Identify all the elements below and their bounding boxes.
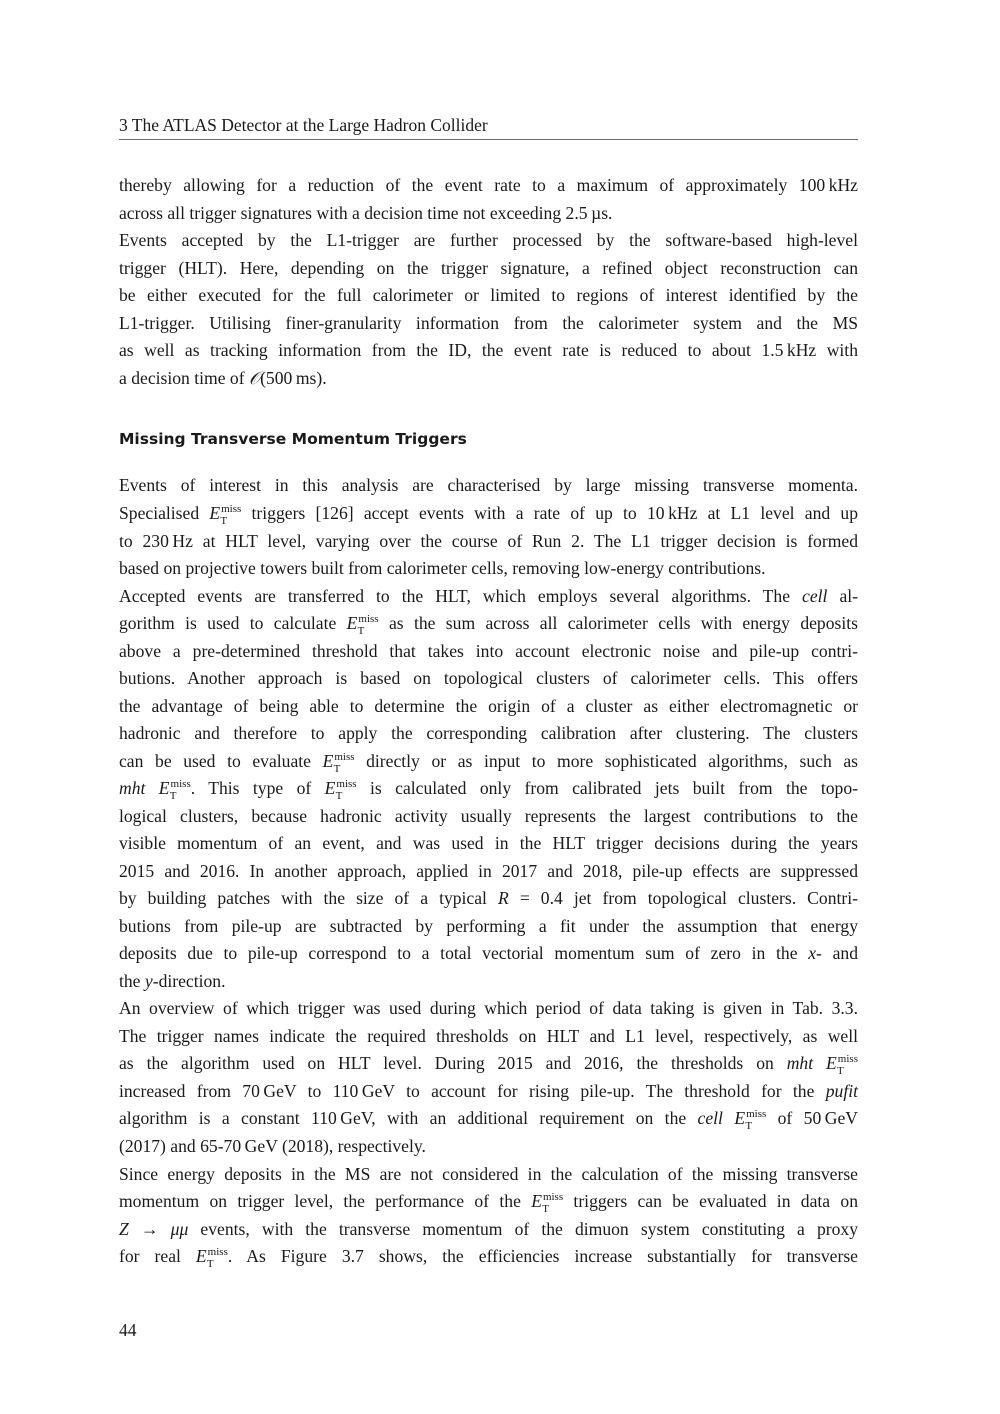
- text-line: [119, 640, 858, 662]
- text-run: triggers can be evaluated in data on: [563, 1191, 858, 1211]
- text-run: can be used to evaluate: [119, 751, 323, 771]
- etmiss-symbol: $E^{miss}$ T: [158, 778, 191, 802]
- text-run: [723, 1108, 734, 1128]
- math-symbol: μμ: [170, 1219, 189, 1239]
- text-run: trigger (HLT). Here, depending on the trigger signature, a refined object reconstruction can: [119, 258, 858, 278]
- text-line: [119, 1218, 858, 1240]
- text-run: of 50 GeV: [766, 1108, 858, 1128]
- text-line: [119, 805, 858, 827]
- text-line: [119, 339, 858, 361]
- text-line: [119, 557, 858, 579]
- math-symbol: Z: [119, 1219, 129, 1239]
- italic-term: pufit: [825, 1081, 858, 1101]
- text-run: by building patches with the size of a typical: [119, 888, 499, 908]
- text-run: above a pre-determined threshold that takes into account electronic noise and pile-up contri-: [119, 641, 858, 661]
- page-number: 44: [119, 1320, 137, 1340]
- math-symbol: y: [144, 971, 153, 991]
- text-run: based on projective towers built from calorimeter cells, removing low-energy contributions.: [119, 558, 766, 578]
- running-title: 3 The ATLAS Detector at the Large Hadron Collider: [119, 115, 488, 135]
- text-run: triggers [126] accept events with a rate of up to 10 kHz at L1 level and up: [241, 503, 858, 523]
- text-run: to 230 Hz at HLT level, varying over the course of Run 2. The L1 trigger decision is formed: [119, 531, 858, 551]
- text-line: [119, 887, 858, 909]
- text-run: for real: [119, 1246, 196, 1266]
- text-run: [813, 1053, 826, 1073]
- text-line: [119, 174, 858, 196]
- text-run: 2015 and 2016. In another approach, applied in 2017 and 2018, pile-up effects are suppressed: [119, 861, 858, 881]
- etmiss-symbol: $E^{miss}$ T: [195, 1246, 228, 1270]
- text-run: logical clusters, because hadronic activity usually represents the largest contributions to the: [119, 806, 858, 826]
- text-line: [119, 1135, 858, 1157]
- text-run: The trigger names indicate the required thresholds on HLT and L1 level, respectively, as well: [119, 1026, 858, 1046]
- text-run: . As Figure 3.7 shows, the efficiencies increase substantially for transverse: [227, 1246, 858, 1266]
- text-run: thereby allowing for a reduction of the event rate to a maximum of approximately 100 kHz: [119, 175, 858, 195]
- text-line: [119, 1190, 858, 1215]
- text-run: the: [119, 971, 145, 991]
- text-run: (500 ms).: [260, 368, 327, 388]
- text-run: directly or as input to more sophisticated algorithms, such as: [354, 751, 858, 771]
- text-line: [119, 1245, 858, 1270]
- text-line: [119, 1052, 858, 1077]
- text-run: - and: [816, 943, 858, 963]
- text-run: L1-trigger. Utilising finer-granularity information from the calorimeter system and the MS: [119, 313, 858, 333]
- text-run: butions from pile-up are subtracted by performing a fit under the assumption that energy: [119, 916, 858, 936]
- text-run: deposits due to pile-up correspond to a total vectorial momentum sum of zero in the: [119, 943, 809, 963]
- text-line: [119, 202, 858, 224]
- text-line: [119, 474, 858, 496]
- text-run: increased from 70 GeV to 110 GeV to account for rising pile-up. The threshold for the: [119, 1081, 826, 1101]
- section-heading: Missing Transverse Momentum Triggers: [119, 430, 467, 448]
- text-line: [119, 997, 858, 1019]
- italic-term: mht: [119, 778, 146, 798]
- italic-term: mht: [786, 1053, 814, 1073]
- text-line: [119, 502, 858, 527]
- text-run: (2017) and 65-70 GeV (2018), respectively.: [119, 1136, 426, 1156]
- text-line: [119, 367, 858, 389]
- text-run: Events accepted by the L1-trigger are further processed by the software-based high-level: [119, 230, 858, 250]
- text-run: is calculated only from calibrated jets built from the topo-: [356, 778, 858, 798]
- text-run: Since energy deposits in the MS are not considered in the calculation of the missing transverse: [119, 1164, 858, 1184]
- text-line: [119, 832, 858, 854]
- text-line: [119, 695, 858, 717]
- text-line: [119, 1080, 858, 1102]
- text-line: [119, 257, 858, 279]
- text-run: al-: [827, 586, 858, 606]
- text-run: across all trigger signatures with a decision time not exceeding 2.5 µs.: [119, 203, 613, 223]
- italic-term: cell: [802, 586, 828, 606]
- text-run: be either executed for the full calorimeter or limited to regions of interest identified by the: [119, 285, 858, 305]
- text-line: [119, 1107, 858, 1132]
- text-line: [119, 229, 858, 251]
- math-symbol: R: [498, 888, 509, 908]
- etmiss-symbol: $E^{miss}$ T: [322, 751, 355, 775]
- text-run: as the algorithm used on HLT level. During 2015 and 2016, the thresholds on: [119, 1053, 787, 1073]
- text-run: Accepted events are transferred to the HLT, which employs several algorithms. The: [119, 586, 803, 606]
- text-line: [119, 284, 858, 306]
- text-run: = 0.4 jet from topological clusters. Contri-: [508, 888, 859, 908]
- text-run: the advantage of being able to determine the origin of a cluster as either electromagnetic or: [119, 696, 858, 716]
- etmiss-symbol: $E^{miss}$ T: [531, 1191, 564, 1215]
- text-run: [145, 778, 158, 798]
- text-run: Specialised: [119, 503, 210, 523]
- text-run: An overview of which trigger was used during which period of data taking is given in Tab. 3.3.: [119, 998, 858, 1018]
- text-run: momentum on trigger level, the performance of the: [119, 1191, 532, 1211]
- running-header: [119, 113, 858, 140]
- text-run: as well as tracking information from the ID, the event rate is reduced to about 1.5 kHz with: [119, 340, 858, 360]
- text-line: [119, 915, 858, 937]
- text-line: [119, 585, 858, 607]
- etmiss-symbol: $E^{miss}$ T: [209, 503, 242, 527]
- italic-term: cell: [697, 1108, 723, 1128]
- text-line: [119, 777, 858, 802]
- text-run: Events of interest in this analysis are characterised by large missing transverse momenta.: [119, 475, 858, 495]
- etmiss-symbol: $E^{miss}$ T: [324, 778, 357, 802]
- text-run: algorithm is a constant 110 GeV, with an additional requirement on the: [119, 1108, 698, 1128]
- text-line: [119, 1025, 858, 1047]
- text-line: [119, 860, 858, 882]
- etmiss-symbol: $E^{miss}$ T: [734, 1108, 767, 1132]
- text-line: [119, 970, 858, 992]
- text-line: [119, 942, 858, 964]
- text-run: hadronic and therefore to apply the corresponding calibration after clustering. The clusters: [119, 723, 858, 743]
- text-run: butions. Another approach is based on topological clusters of calorimeter cells. This offers: [119, 668, 858, 688]
- etmiss-symbol: $E^{miss}$ T: [346, 613, 379, 637]
- text-line: [119, 530, 858, 552]
- text-run: gorithm is used to calculate: [119, 613, 347, 633]
- text-run: events, with the transverse momentum of the dimuon system constituting a proxy: [188, 1219, 858, 1239]
- text-line: [119, 1163, 858, 1185]
- text-run: visible momentum of an event, and was used in the HLT trigger decisions during the years: [119, 833, 858, 853]
- text-run: →: [128, 1219, 171, 1239]
- text-line: [119, 750, 858, 775]
- text-run: a decision time of: [119, 368, 249, 388]
- etmiss-symbol: $E^{miss}$ T: [826, 1053, 858, 1077]
- math-symbol: x: [808, 943, 817, 963]
- text-line: [119, 312, 858, 334]
- text-run: as the sum across all calorimeter cells with energy deposits: [378, 613, 858, 633]
- text-run: -direction.: [152, 971, 226, 991]
- text-run: . This type of: [190, 778, 325, 798]
- text-line: [119, 667, 858, 689]
- math-symbol: 𝒪: [248, 368, 261, 388]
- text-line: [119, 612, 858, 637]
- text-line: [119, 722, 858, 744]
